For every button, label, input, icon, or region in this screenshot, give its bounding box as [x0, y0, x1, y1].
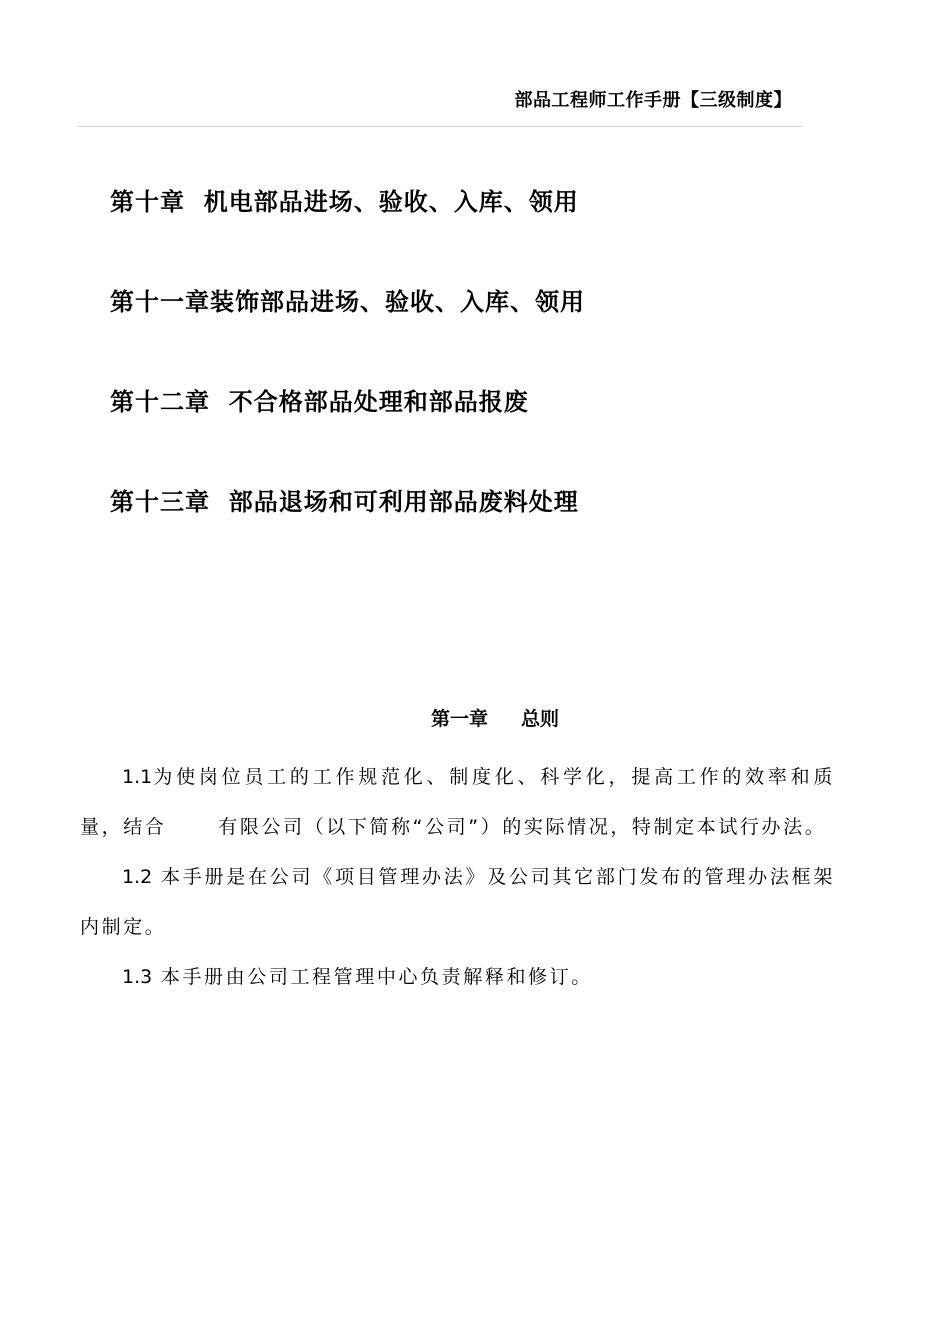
header-divider: [78, 126, 802, 127]
paragraph-text: 本手册由公司工程管理中心负责解释和修订。: [152, 966, 593, 988]
paragraph-1-1: [80, 752, 835, 852]
paragraph-number: 1.2: [122, 866, 153, 888]
paragraph-number: 1.3: [122, 966, 153, 988]
paragraph-number: 1.1: [122, 766, 153, 788]
paragraph-text: 本手册是在公司《项目管理办法》及公司其它部门发布的管理办法框架内制定。: [80, 866, 835, 938]
toc-item-chapter-13: 第十三章 部品退场和可利用部品废料处理: [110, 488, 579, 516]
table-of-contents: [110, 184, 830, 584]
toc-item-chapter-10: 第十章 机电部品进场、验收、入库、领用: [110, 188, 579, 216]
paragraph-1-2: [80, 852, 835, 952]
paragraph-1-3: [80, 952, 835, 1002]
chapter-body: [80, 752, 835, 1002]
toc-item-chapter-11: 第十一章装饰部品进场、验收、入库、领用: [110, 288, 585, 316]
paragraph-text: 为使岗位员工的工作规范化、制度化、科学化，提高工作的效率和质量，结合 有限公司（以下简称“公司”）的实际情况，特制定本试行办法。: [80, 766, 835, 838]
page-header-title: 部品工程师工作手册【三级制度】: [514, 90, 792, 111]
chapter-heading: 第一章 总则: [430, 708, 560, 730]
toc-item-chapter-12: 第十二章 不合格部品处理和部品报废: [110, 388, 529, 416]
